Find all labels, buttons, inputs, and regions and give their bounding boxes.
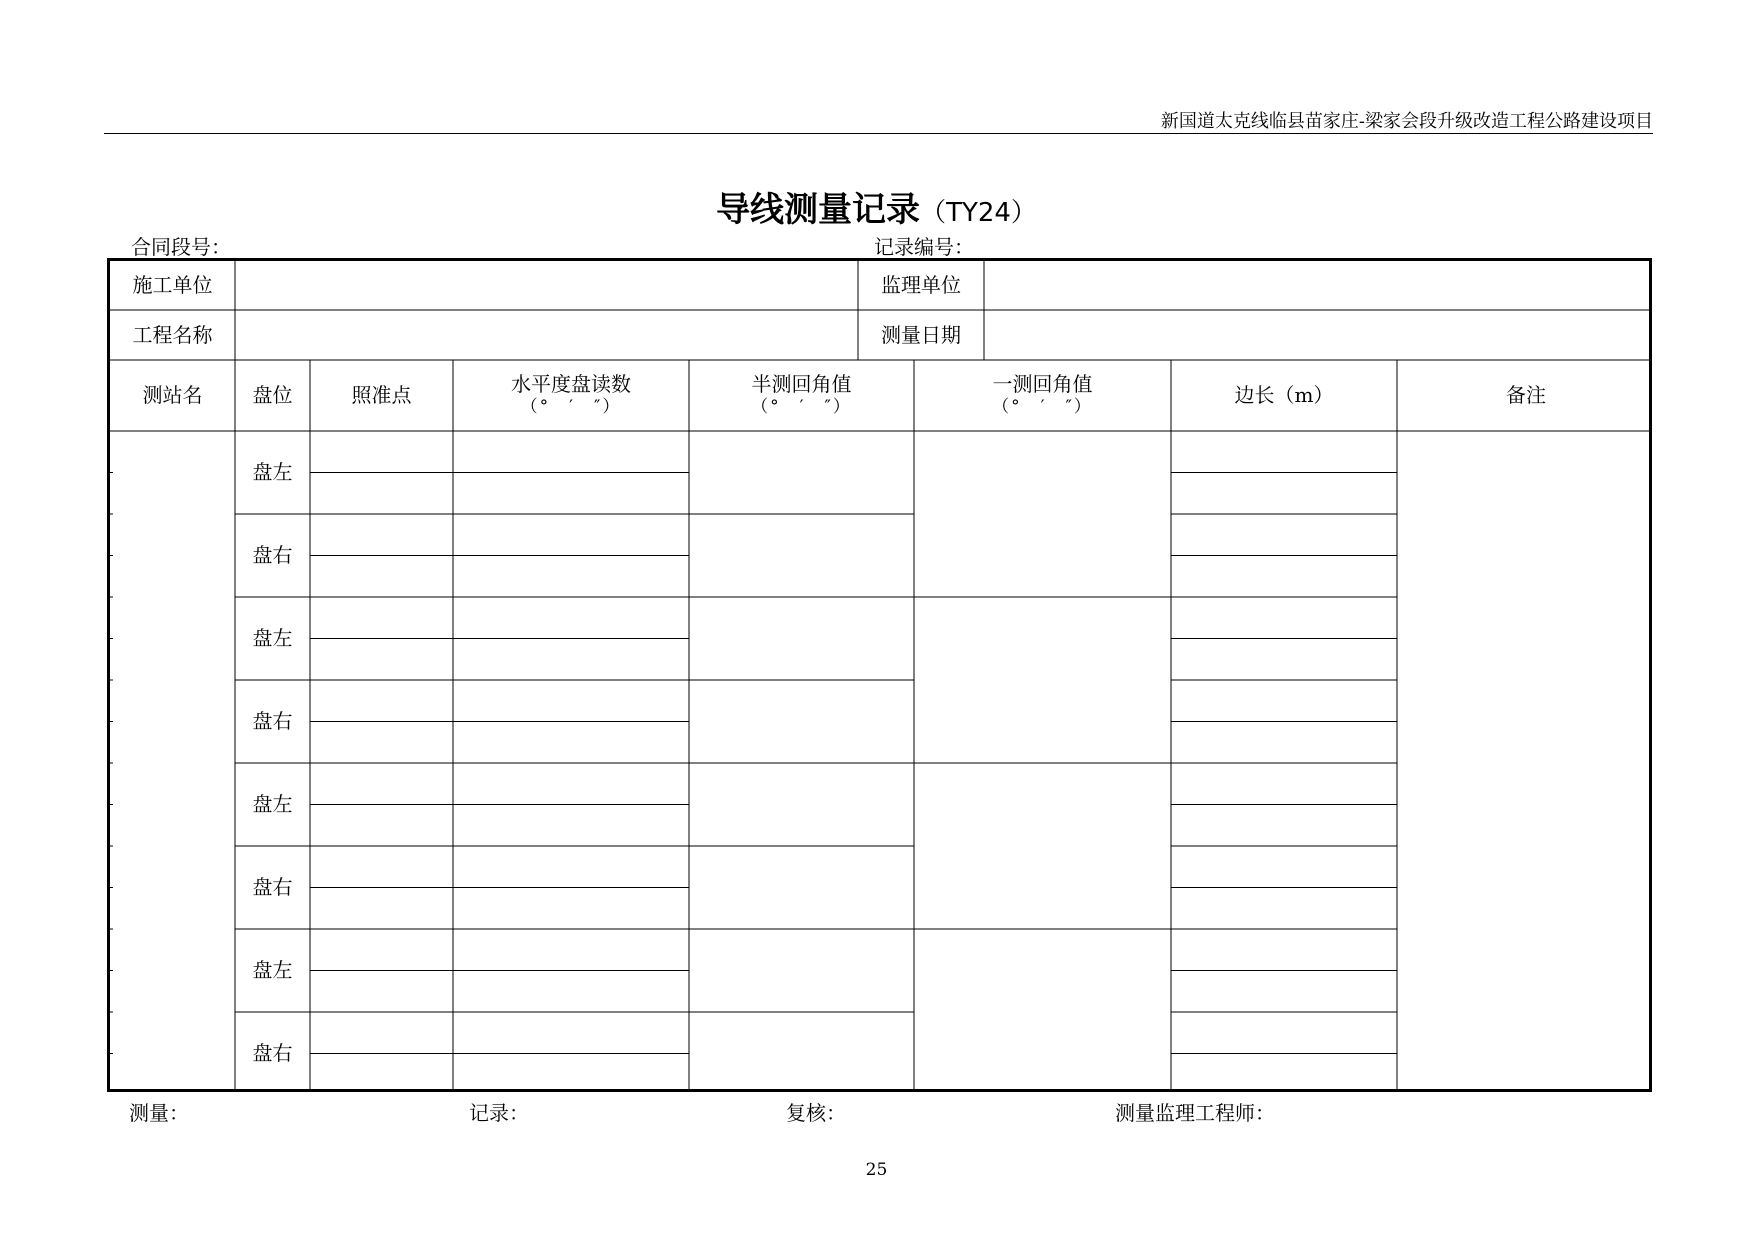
col-header-remarks: 备注 bbox=[1506, 383, 1546, 407]
face-label: 盘左 bbox=[252, 460, 293, 484]
col-header-station: 测站名 bbox=[142, 383, 203, 407]
header-rule bbox=[104, 133, 1653, 134]
survey-date-label: 测量日期 bbox=[881, 322, 961, 347]
col-header-full-angle bbox=[914, 360, 1171, 431]
signature-checker: 复核： bbox=[786, 1101, 846, 1125]
face-label: 盘右 bbox=[252, 543, 293, 567]
contract-section-label: 合同段号： bbox=[131, 235, 231, 259]
face-label: 盘右 bbox=[252, 1041, 293, 1065]
survey-record-table bbox=[107, 258, 1652, 1092]
col-header-hz-reading bbox=[453, 360, 689, 431]
half-angle-label: 半测回角值 bbox=[751, 372, 852, 397]
document-title bbox=[0, 182, 1753, 231]
signature-surveyor: 测量： bbox=[129, 1101, 189, 1125]
signature-recorder: 记录： bbox=[469, 1101, 529, 1125]
col-header-target: 照准点 bbox=[351, 383, 412, 407]
title-code: （TY24） bbox=[920, 198, 1037, 228]
construction-unit-field[interactable] bbox=[236, 261, 857, 310]
survey-date-field[interactable] bbox=[985, 310, 1652, 360]
project-header: 新国道太克线临县苗家庄-梁家会段升级改造工程公路建设项目 bbox=[1160, 111, 1653, 132]
record-number-label: 记录编号： bbox=[874, 235, 974, 259]
face-label: 盘右 bbox=[252, 875, 293, 899]
signature-supervisor: 测量监理工程师： bbox=[1115, 1101, 1275, 1125]
col-header-side-length: 边长（m） bbox=[1234, 383, 1334, 407]
full-angle-label: 一测回角值 bbox=[992, 372, 1093, 397]
hz-reading-label: 水平度盘读数 bbox=[511, 372, 631, 397]
face-label: 盘左 bbox=[252, 958, 293, 982]
construction-unit-label: 施工单位 bbox=[132, 273, 213, 297]
hz-reading-unit: （° ′ ″） bbox=[520, 397, 622, 418]
page-number: 25 bbox=[865, 1160, 888, 1180]
col-header-face: 盘位 bbox=[252, 383, 293, 407]
project-name-label: 工程名称 bbox=[132, 322, 213, 347]
project-name-field[interactable] bbox=[236, 310, 857, 360]
supervision-unit-field[interactable] bbox=[985, 261, 1652, 310]
half-angle-unit: （° ′ ″） bbox=[751, 397, 852, 418]
col-header-half-angle bbox=[689, 360, 914, 431]
full-angle-unit: （° ′ ″） bbox=[992, 397, 1093, 418]
face-label: 盘左 bbox=[252, 792, 293, 816]
title-main: 导线测量记录 bbox=[716, 190, 921, 230]
supervision-unit-label: 监理单位 bbox=[881, 273, 961, 297]
face-label: 盘右 bbox=[252, 709, 293, 733]
face-label: 盘左 bbox=[252, 626, 293, 650]
